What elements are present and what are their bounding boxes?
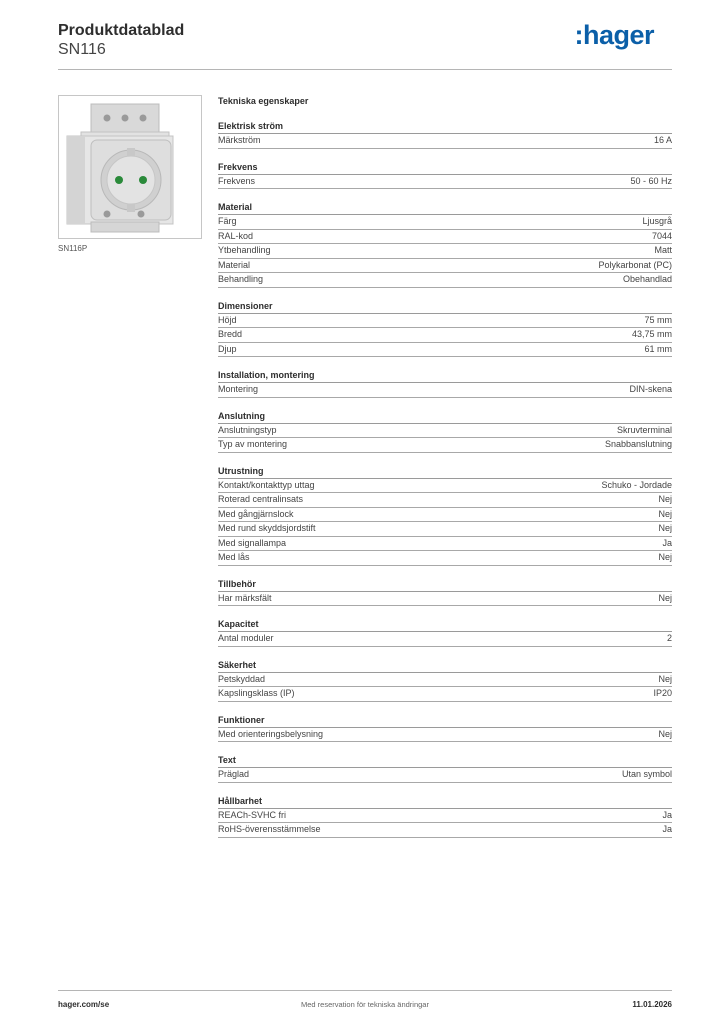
spec-group [218, 121, 672, 149]
spec-value: DIN-skena [629, 384, 672, 394]
spec-row [218, 343, 672, 358]
spec-row [218, 230, 672, 245]
spec-value: Nej [658, 592, 672, 603]
spec-value: Matt [654, 245, 672, 255]
spec-row [218, 768, 672, 783]
spec-value: Ja [662, 824, 672, 834]
spec-value: Ljusgrå [642, 216, 672, 226]
spec-value: Polykarbonat (PC) [598, 259, 672, 270]
spec-label: Typ av montering [218, 439, 288, 449]
spec-value: Obehandlad [622, 274, 672, 284]
product-code: SN116 [58, 41, 106, 58]
spec-label: Antal moduler [218, 633, 274, 643]
spec-group-title: Elektrisk ström [218, 121, 672, 134]
spec-value: 43,75 mm [631, 329, 672, 339]
header-divider [58, 69, 672, 70]
spec-row [218, 728, 672, 743]
spec-row [218, 592, 672, 607]
spec-value: 75 mm [644, 314, 672, 325]
spec-value: Nej [658, 552, 672, 562]
spec-group [218, 755, 672, 783]
spec-label: Bredd [218, 329, 243, 339]
spec-group [218, 301, 672, 358]
image-caption: SN116P [58, 244, 88, 253]
spec-row [218, 215, 672, 230]
spec-group-title: Säkerhet [218, 660, 672, 673]
spec-value: Nej [658, 494, 672, 504]
spec-group-title: Text [218, 755, 672, 768]
spec-value: 50 - 60 Hz [630, 175, 672, 186]
spec-group [218, 202, 672, 288]
spec-group-title: Kapacitet [218, 619, 672, 632]
spec-label: RAL-kod [218, 230, 254, 241]
spec-group [218, 411, 672, 453]
spec-label: Med lås [218, 552, 250, 562]
spec-group-title: Material [218, 202, 672, 215]
spec-group-title: Installation, montering [218, 370, 672, 383]
spec-label: Material [218, 259, 251, 270]
spec-label: Har märksfält [218, 592, 272, 603]
spec-row [218, 328, 672, 343]
spec-group-title: Anslutning [218, 411, 672, 424]
spec-label: Frekvens [218, 175, 256, 186]
spec-value: Nej [658, 523, 672, 533]
spec-value: Schuko - Jordade [601, 479, 672, 490]
spec-row [218, 175, 672, 190]
page-footer [58, 990, 672, 1021]
spec-row [218, 823, 672, 838]
spec-value: 16 A [653, 135, 672, 145]
spec-group [218, 579, 672, 607]
spec-group [218, 660, 672, 702]
spec-group-title: Dimensioner [218, 301, 672, 314]
spec-label: Med gångjärnslock [218, 508, 294, 519]
page-title: Produktdatablad [58, 22, 185, 39]
spec-groups [218, 121, 672, 838]
spec-value: 7044 [651, 230, 672, 241]
spec-group-title: Frekvens [218, 162, 672, 175]
spec-row [218, 383, 672, 398]
spec-row [218, 687, 672, 702]
footer-note: Med reservation för tekniska ändringar [301, 1000, 429, 1009]
spec-label: Kapslingsklass (IP) [218, 688, 295, 698]
spec-row [218, 809, 672, 824]
spec-value: Ja [662, 537, 672, 548]
spec-group-title: Utrustning [218, 466, 672, 479]
spec-row [218, 134, 672, 149]
spec-label: Märkström [218, 135, 261, 145]
spec-value: 61 mm [644, 343, 672, 354]
spec-value: 2 [666, 633, 672, 643]
spec-row [218, 551, 672, 566]
spec-value: Nej [658, 508, 672, 519]
spec-row [218, 259, 672, 274]
spec-label: Montering [218, 384, 259, 394]
footer-date: 11.01.2026 [632, 1000, 672, 1009]
product-image [58, 95, 202, 239]
spec-label: Ytbehandling [218, 245, 271, 255]
spec-row [218, 493, 672, 508]
spec-row [218, 424, 672, 439]
spec-label: Anslutningstyp [218, 424, 277, 435]
spec-row [218, 479, 672, 494]
spec-value: IP20 [653, 688, 672, 698]
spec-label: RoHS-överensstämmelse [218, 824, 321, 834]
spec-label: Färg [218, 216, 237, 226]
spec-row [218, 508, 672, 523]
spec-value: Snabbanslutning [604, 439, 672, 449]
spec-label: Roterad centralinsats [218, 494, 304, 504]
spec-label: Petskyddad [218, 673, 266, 684]
page-header [58, 20, 672, 70]
spec-value: Ja [662, 809, 672, 820]
spec-label: Höjd [218, 314, 237, 325]
spec-value: Nej [658, 728, 672, 739]
spec-group [218, 715, 672, 743]
spec-group [218, 619, 672, 647]
footer-url: hager.com/se [58, 1000, 110, 1009]
spec-value: Nej [658, 673, 672, 684]
spec-label: Behandling [218, 274, 264, 284]
spec-row [218, 314, 672, 329]
spec-label: REACh-SVHC fri [218, 809, 287, 820]
spec-row [218, 244, 672, 259]
spec-label: Med orienteringsbelysning [218, 728, 324, 739]
spec-group-title: Tillbehör [218, 579, 672, 592]
spec-row [218, 673, 672, 688]
spec-label: Kontakt/kontakttyp uttag [218, 479, 315, 490]
brand-logo: :hager [574, 20, 654, 50]
technical-specifications [218, 95, 672, 851]
spec-row [218, 522, 672, 537]
spec-group [218, 162, 672, 190]
spec-label: Med signallampa [218, 537, 287, 548]
spec-group-title: Funktioner [218, 715, 672, 728]
socket-outlet-illustration [59, 96, 201, 238]
spec-group-title: Hållbarhet [218, 796, 672, 809]
spec-row [218, 273, 672, 288]
spec-value: Skruvterminal [616, 424, 672, 435]
spec-group [218, 796, 672, 838]
spec-value: Utan symbol [621, 769, 672, 779]
spec-row [218, 438, 672, 453]
spec-group [218, 466, 672, 566]
spec-row [218, 632, 672, 647]
spec-row [218, 537, 672, 552]
spec-group [218, 370, 672, 398]
spec-label: Präglad [218, 769, 250, 779]
spec-label: Djup [218, 343, 237, 354]
spec-label: Med rund skyddsjordstift [218, 523, 316, 533]
specs-title: Tekniska egenskaper [218, 96, 309, 106]
